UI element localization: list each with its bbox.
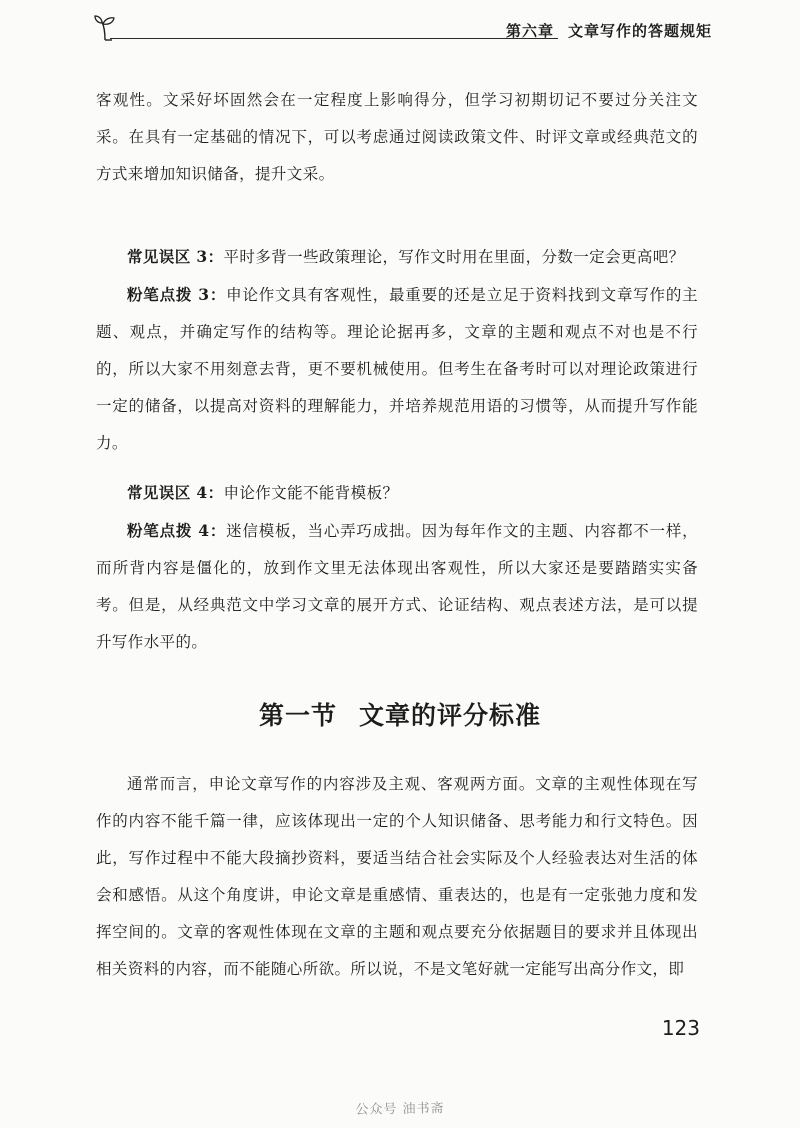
qa-block-3 — [96, 238, 698, 462]
watermark: 公众号 油书斋 — [355, 1101, 445, 1118]
intro-block — [96, 82, 698, 193]
intro-paragraph: 客观性。文采好坏固然会在一定程度上影响得分，但学习初期切记不要过分关注文采。在具有一定基础的情况下，可以考虑通过阅读政策文件、时评文章或经典范文的方式来增加知识储备，提升文采。 — [96, 91, 698, 183]
question-text: 平时多背一些政策理论，写作文时用在里面，分数一定会更高吧？ — [223, 248, 685, 266]
misconception-3 — [96, 238, 698, 276]
answer-label: 粉笔点拨 3： — [127, 285, 227, 304]
qa-block-4 — [96, 474, 698, 661]
chapter-number: 第六章 — [505, 22, 554, 40]
chapter-heading — [476, 20, 712, 41]
section-body — [96, 766, 698, 988]
section-paragraph: 通常而言，申论文章写作的内容涉及主观、客观两方面。文章的主观性体现在写作的内容不能千篇一律，应该体现出一定的个人知识储备、思考能力和行文特色。因此，写作过程中不能大段摘抄资料，要适当结合社会实际及个人经验表达对生活的体会和感悟。从这个角度讲，申论文章是重感情、重表达的，也是有一定张弛力度和发挥空间的。文章的客观性体现在文章的主题和观点要充分依据题目的要求并且体现出相关资料的内容，而不能随心所欲。所以说，不是文笔好就一定能写出高分作文，即 — [96, 775, 698, 978]
page-number: 123 — [661, 1016, 700, 1040]
section-number: 第一节 — [258, 701, 337, 730]
tip-4 — [96, 512, 698, 661]
section-heading — [0, 696, 800, 732]
question-label: 常见误区 3： — [127, 247, 224, 266]
section-title: 文章的评分标准 — [359, 701, 542, 730]
answer-text: 申论作文具有客观性，最重要的还是立足于资料找到文章写作的主题、观点，并确定写作的结构等。理论论据再多，文章的主题和观点不对也是不行的，所以大家不用刻意去背，更不要机械使用。但考生在备考时可以对理论政策进行一定的储备，以提高对资料的理解能力，并培养规范用语的习惯等，从而提升写作能力。 — [96, 286, 698, 452]
answer-text: 迷信模板，当心弄巧成拙。因为每年作文的主题、内容都不一样，而所背内容是僵化的，放到作文里无法体现出客观性，所以大家还是要踏踏实实备考。但是，从经典范文中学习文章的展开方式、论证结构、观点表述方法，是可以提升写作水平的。 — [96, 522, 698, 651]
misconception-4 — [96, 474, 698, 512]
question-label: 常见误区 4： — [127, 483, 224, 502]
tip-3 — [96, 276, 698, 462]
answer-label: 粉笔点拨 4： — [127, 521, 227, 540]
question-text: 申论作文能不能背模板？ — [223, 484, 399, 502]
running-header — [92, 14, 712, 44]
chapter-title: 文章写作的答题规矩 — [567, 22, 712, 40]
